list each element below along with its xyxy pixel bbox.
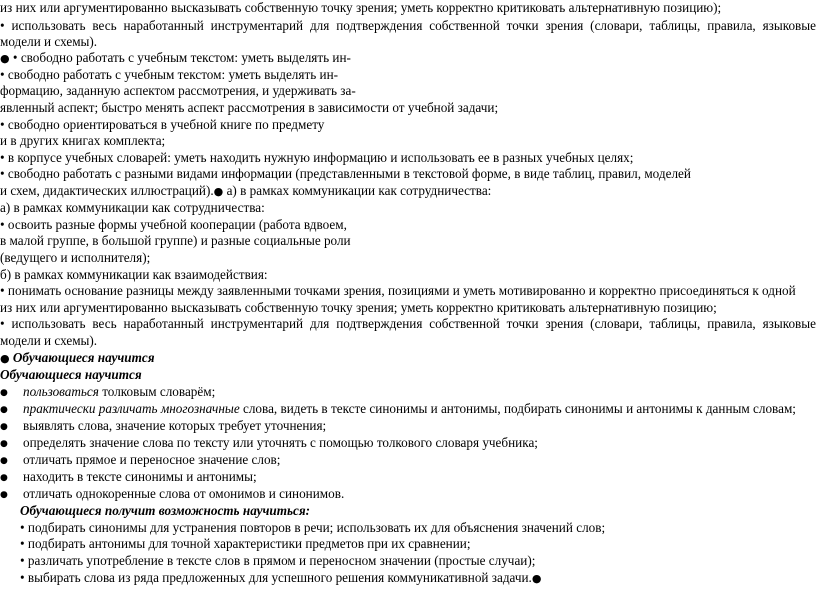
list-bullet-icon: ● — [0, 473, 8, 483]
section-heading: Обучающиеся получит возможность научиться: — [20, 503, 311, 518]
text-line: формацию, заданную аспектом рассмотрения, и удерживать за- — [0, 83, 356, 98]
list-item — [0, 401, 816, 419]
text-line: • различать употребление в тексте слов в прямом и переносном значении (простые случаи); — [20, 553, 536, 568]
text-line: б) в рамках коммуникации как взаимодействия: — [0, 267, 268, 282]
text-line: явленный аспект; быстро менять аспект рассмотрения в зависимости от учебной задачи; — [0, 100, 499, 115]
list-item — [0, 418, 816, 436]
list-item — [0, 384, 816, 402]
text-line: • свободно работать с учебным текстом: уметь выделять ин- — [0, 67, 339, 82]
text-span: и схем, дидактических иллюстраций). — [0, 183, 214, 198]
text-line: из них или аргументированно высказывать собственную точку зрения; уметь корректно критиковать альтернативную позицию; — [0, 300, 717, 315]
list-bullet-icon: ● — [0, 405, 8, 415]
text-span: отличать прямое и переносное значение слов; — [23, 452, 281, 467]
list-item — [0, 452, 816, 470]
text-span: толковым словарём; — [98, 384, 216, 399]
text-line: модели и схемы). — [0, 333, 98, 348]
text-line — [0, 50, 816, 68]
text-span: слова, видеть в тексте синонимы и антонимы, подбирать синонимы и антонимы к данным словам — [239, 401, 793, 416]
bullet-icon: ● — [0, 52, 10, 65]
section-heading — [0, 350, 816, 368]
text-span: ; — [792, 401, 796, 416]
text-line — [0, 570, 816, 592]
text-line: • освоить разные формы учебной кооперации (работа вдвоем, — [0, 217, 347, 232]
bullet-icon: ● — [531, 572, 542, 585]
text-line: из них или аргументированно высказывать собственную точку зрения; уметь корректно критиковать альтернативную позицию); — [0, 0, 722, 15]
list-bullet-icon: ● — [0, 388, 8, 398]
text-line: • использовать весь наработанный инструментарий для подтверждения собственной точки зрения (словари, таблицы, правила, языковые — [0, 316, 816, 331]
text-span: отличать однокоренные слова от омонимов и синонимов. — [23, 486, 345, 501]
emphasis-text: пользоваться — [23, 384, 99, 399]
heading-text: Обучающиеся научится — [9, 350, 155, 365]
text-span: находить в тексте синонимы и антонимы; — [23, 469, 257, 484]
list-item — [0, 486, 816, 504]
text-line: • подбирать антонимы для точной характеристики предметов при их сравнении; — [20, 536, 471, 551]
text-span: • выбирать слова из ряда предложенных для успешного решения коммуникативной задачи. — [20, 570, 532, 585]
text-line: • свободно работать с разными видами информации (представленными в текстовой форме, в виде таблиц, правил, моделей — [0, 166, 691, 181]
text-line: • понимать основание разницы между заявленными точками зрения, позициями и уметь мотивированно и корректно присоединяться к одной — [0, 283, 796, 298]
list-bullet-icon: ● — [0, 439, 8, 449]
text-line: в малой группе, в большой группе) и разные социальные роли — [0, 233, 351, 248]
text-line: и в других книгах комплекта; — [0, 133, 166, 148]
section-heading: Обучающиеся научится — [0, 367, 142, 382]
bullet-icon: ● — [213, 185, 224, 198]
text-line — [0, 183, 816, 201]
text-span: выявлять слова, значение которых требует уточнения; — [23, 418, 327, 433]
list-item — [0, 435, 816, 453]
text-span: а) в рамках коммуникации как сотрудничества: — [223, 183, 492, 198]
list-item — [0, 469, 816, 487]
text-line: а) в рамках коммуникации как сотрудничества: — [0, 200, 265, 215]
bullet-icon: ● — [0, 352, 10, 365]
list-bullet-icon: ● — [0, 456, 8, 466]
emphasis-text: практически различать многозначные — [23, 401, 240, 416]
text-line: • в корпусе учебных словарей: уметь находить нужную информацию и использовать ее в разных учебных целях; — [0, 150, 634, 165]
text-line: • свободно ориентироваться в учебной книге по предмету — [0, 117, 325, 132]
text-span: определять значение слова по тексту или уточнять с помощью толкового словаря учебника; — [23, 435, 538, 450]
text-line: модели и схемы). — [0, 34, 98, 49]
text-line: • подбирать синонимы для устранения повторов в речи; использовать их для объяснения значений слов; — [20, 520, 606, 535]
text-line: • использовать весь наработанный инструментарий для подтверждения собственной точки зрения (словари, таблицы, правила, языковые — [0, 18, 816, 33]
text-span: • свободно работать с учебным текстом: уметь выделять ин- — [12, 50, 351, 65]
list-bullet-icon: ● — [0, 422, 8, 432]
list-bullet-icon: ● — [0, 490, 8, 500]
text-line: (ведущего и исполнителя); — [0, 250, 151, 265]
